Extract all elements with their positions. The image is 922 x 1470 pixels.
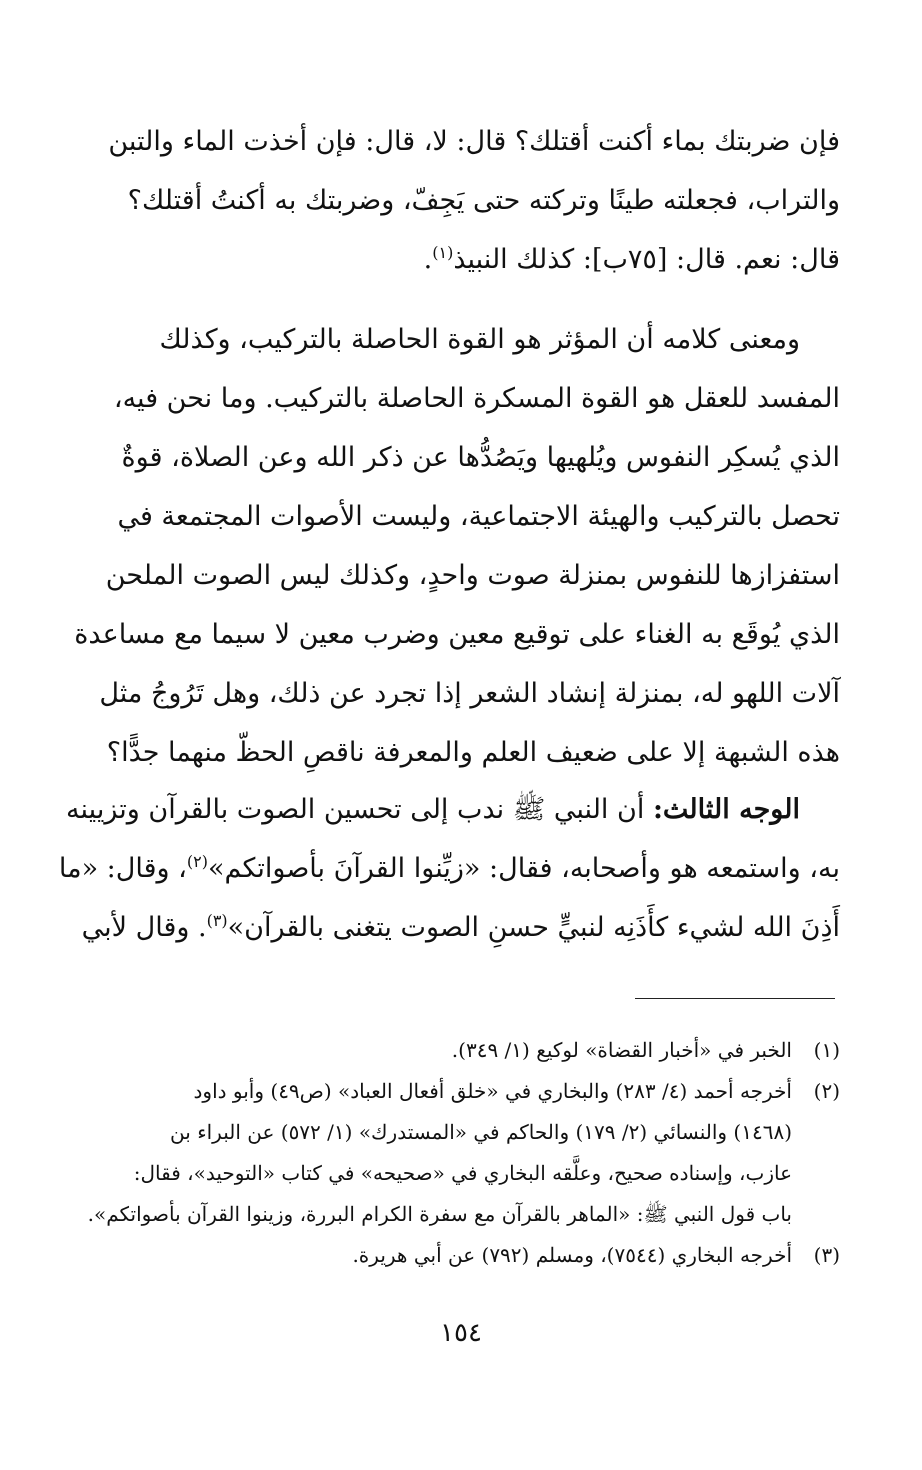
paragraph-2-line-6: الذي يُوقَع به الغناء على توقيع معين وضرب معين لا سيما مع مساعدة <box>74 619 840 650</box>
paragraph-1-line-3 <box>62 230 840 289</box>
paragraph-3-line-1 <box>62 780 840 839</box>
footnote-number: (٢) <box>813 1079 840 1103</box>
footnote-text: أخرجه البخاري (٧٥٤٤)، ومسلم (٧٩٢) عن أبي هريرة. <box>352 1243 792 1267</box>
footnote-2-line-2: (١٤٦٨) والنسائي (٢/ ١٧٩) والحاكم في «المستدرك» (١/ ٥٧٢) عن البراء بن <box>170 1120 792 1144</box>
paragraph-3-line-3 <box>62 898 840 957</box>
footnote-mark-1: (١) <box>432 243 454 262</box>
paragraph-3-line-2 <box>58 839 840 898</box>
paragraph-2 <box>62 310 840 782</box>
paragraph-2-line-7: آلات اللهو له، بمنزلة إنشاد الشعر إذا تجرد عن ذلك، وهل تَرُوجُ مثل <box>99 678 840 709</box>
paragraph-2-line-3: الذي يُسكِر النفوس ويُلهيها ويَصُدُّها عن ذكر الله وعن الصلاة، قوةٌ <box>121 442 840 473</box>
footnote-text: أخرجه أحمد (٤/ ٢٨٣) والبخاري في «خلق أفعال العباد» (ص٤٩) وأبو داود <box>193 1079 792 1103</box>
paragraph-2-line-2: المفسد للعقل هو القوة المسكرة الحاصلة بالتركيب. وما نحن فيه، <box>113 383 840 414</box>
paragraph-3-line-1-text: أن النبي ﷺ ندب إلى تحسين الصوت بالقرآن وتزيينه <box>66 794 653 825</box>
paragraph-1-line-3-text: قال: نعم. قال: [٧٥ب]: كذلك النبيذ <box>453 244 840 275</box>
paragraph-3-line-3-b: . وقال لأبي <box>81 912 207 943</box>
footnote-2-line-4: باب قول النبي ﷺ: «الماهر بالقرآن مع سفرة الكرام البررة، وزينوا القرآن بأصواتكم». <box>87 1202 792 1226</box>
paragraph-2-line-5: استفزازها للنفوس بمنزلة صوت واحدٍ، وكذلك ليس الصوت الملحن <box>105 560 840 591</box>
footnote-1 <box>62 1030 840 1071</box>
paragraph-1-line-2: والتراب، فجعلته طينًا وتركته حتى يَجِفّ، وضربتك به أكنتُ أقتلك؟ <box>127 185 840 216</box>
paragraph-3-line-3-a: أَذِنَ الله لشيء كأَذَنِه لنبيٍّ حسنِ الصوت يتغنى بالقرآن» <box>227 912 840 943</box>
footnotes <box>62 1030 840 1276</box>
footnote-divider <box>635 998 835 999</box>
paragraph-2-line-8: هذه الشبهة إلا على ضعيف العلم والمعرفة ناقصِ الحظّ منهما جدًّا؟ <box>106 737 840 768</box>
paragraph-1 <box>62 112 840 289</box>
footnote-text: الخبر في «أخبار القضاة» لوكيع (١/ ٣٤٩). <box>451 1038 792 1062</box>
footnote-mark-2: (٢) <box>186 852 208 871</box>
footnote-3 <box>62 1235 840 1276</box>
paragraph-1-line-1: فإن ضربتك بماء أكنت أقتلك؟ قال: لا، قال: فإن أخذت الماء والتبن <box>108 126 840 157</box>
paragraph-3-line-2-b: ، وقال: «ما <box>58 853 187 884</box>
paragraph-2-line-4: تحصل بالتركيب والهيئة الاجتماعية، وليست الأصوات المجتمعة في <box>117 501 840 532</box>
footnote-2-line-3: عازب، وإسناده صحيح، وعلَّقه البخاري في «صحيحه» في كتاب «التوحيد»، فقال: <box>133 1161 792 1185</box>
paragraph-1-end: . <box>423 244 433 275</box>
footnote-2 <box>62 1071 840 1112</box>
footnote-number: (٣) <box>813 1243 840 1267</box>
paragraph-3 <box>58 780 840 957</box>
page-number: ١٥٤ <box>440 1318 482 1348</box>
paragraph-2-line-1: ومعنى كلامه أن المؤثر هو القوة الحاصلة بالتركيب، وكذلك <box>159 324 800 355</box>
footnote-mark-3: (٣) <box>206 911 228 930</box>
section-heading: الوجه الثالث: <box>652 794 800 825</box>
footnote-number: (١) <box>813 1038 840 1062</box>
paragraph-3-line-2-a: به، واستمعه هو وأصحابه، فقال: «زيِّنوا القرآنَ بأصواتكم» <box>207 853 840 884</box>
